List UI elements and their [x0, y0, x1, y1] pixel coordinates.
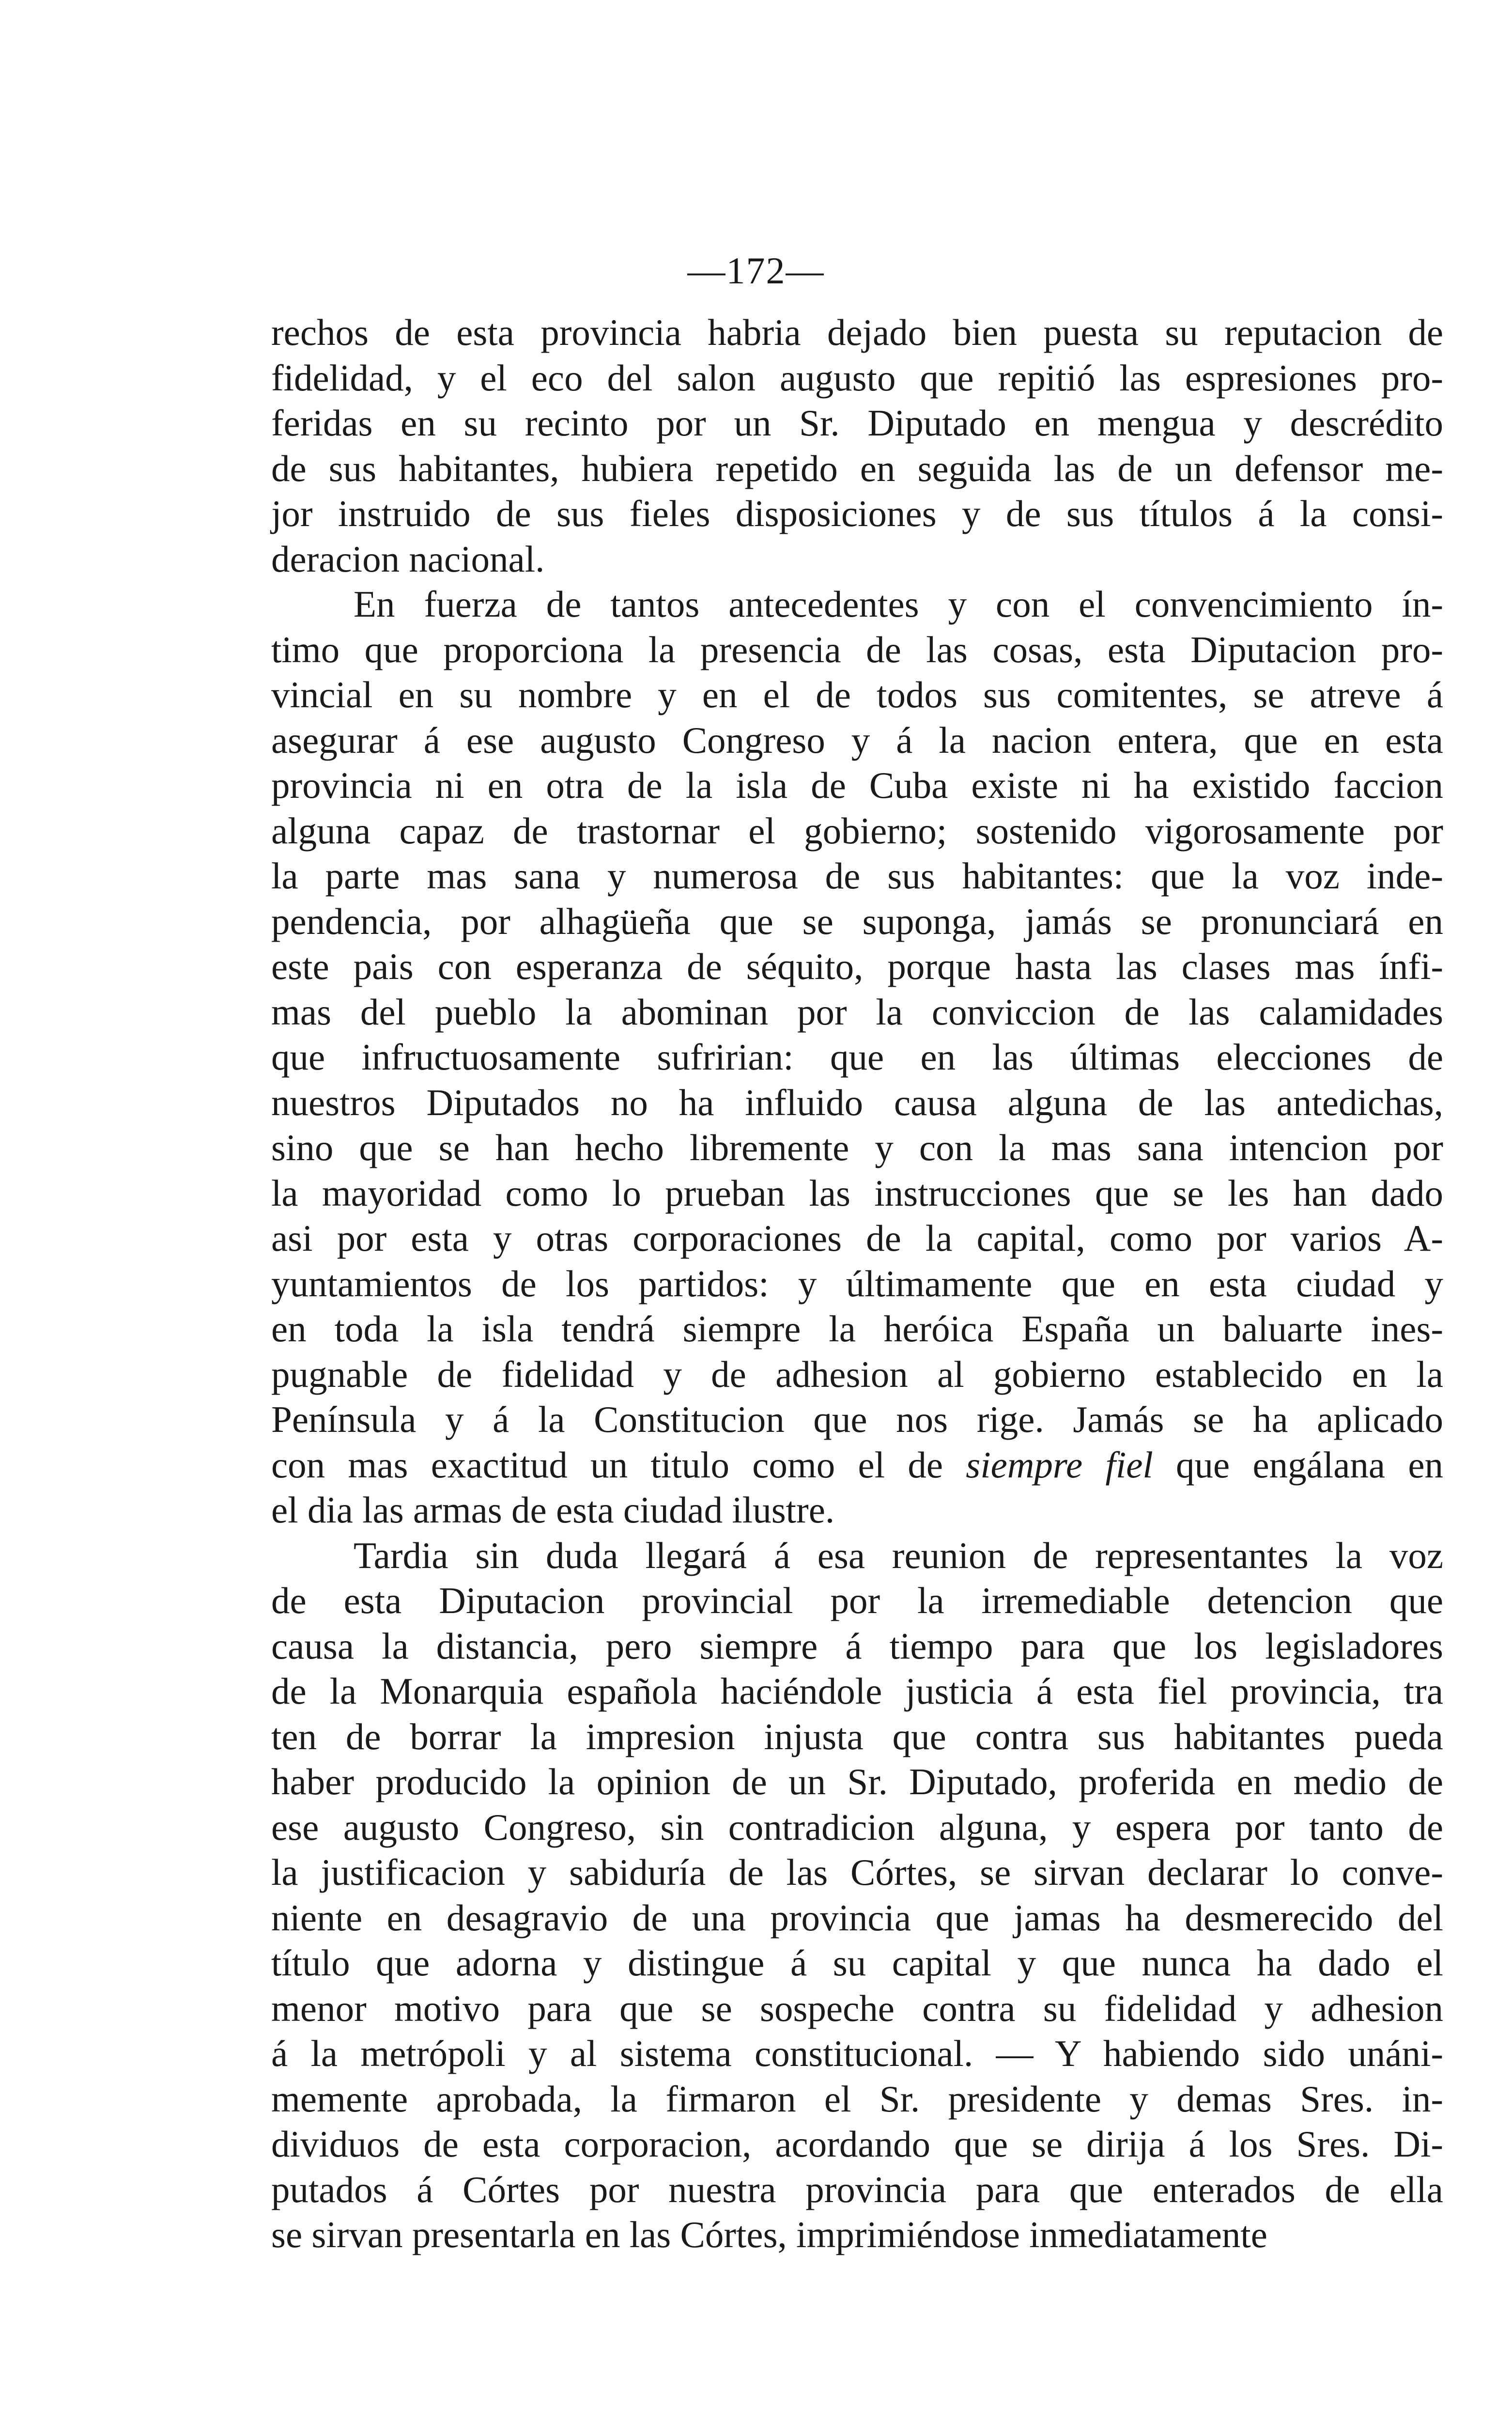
text-line: título que adorna y distingue á su capital y que nunca ha dado el — [271, 1942, 1443, 1984]
text-line: provincia ni en otra de la isla de Cuba existe ni ha existido faccion — [271, 764, 1443, 806]
text-line: el dia las armas de esta ciudad ilustre. — [271, 1489, 835, 1531]
text-line: causa la distancia, pero siempre á tiempo para que los legisladores — [271, 1625, 1443, 1667]
text-line: la justificacion y sabiduría de las Córtes, se sirvan declarar lo conve- — [271, 1851, 1443, 1893]
text-line: fidelidad, y el eco del salon augusto que repitió las espresiones pro- — [271, 357, 1443, 399]
text-line: á la metrópoli y al sistema constitucional. — Y habiendo sido unáni- — [271, 2033, 1443, 2074]
text-line: deracion nacional. — [271, 538, 545, 580]
text-line: En fuerza de tantos antecedentes y con el convencimiento ín- — [354, 583, 1443, 625]
text-line: asi por esta y otras corporaciones de la capital, como por varios A- — [271, 1217, 1443, 1259]
text-line: pugnable de fidelidad y de adhesion al gobierno establecido en la — [271, 1353, 1443, 1395]
text-line: putados á Córtes por nuestra provincia para que enterados de ella — [271, 2168, 1443, 2210]
text-line: menor motivo para que se sospeche contra su fidelidad y adhesion — [271, 1987, 1443, 2029]
text-line — [271, 1443, 1443, 1488]
text-line: sino que se han hecho libremente y con la mas sana intencion por — [271, 1127, 1443, 1168]
text-segment: con mas exactitud un titulo como el de — [271, 1444, 966, 1486]
text-line: timo que proporciona la presencia de las cosas, esta Diputacion pro- — [271, 628, 1443, 670]
body-text — [271, 310, 1443, 2258]
text-line: nuestros Diputados no ha influido causa alguna de las antedichas, — [271, 1081, 1443, 1123]
text-line: de la Monarquia española haciéndole justicia á esta fiel provincia, tra — [271, 1670, 1443, 1712]
text-line: en toda la isla tendrá siempre la heróica España un baluarte ines- — [271, 1308, 1443, 1350]
text-line: rechos de esta provincia habria dejado bien puesta su reputacion de — [271, 311, 1443, 353]
text-line: mas del pueblo la abominan por la conviccion de las calamidades — [271, 991, 1443, 1033]
text-line: ten de borrar la impresion injusta que contra sus habitantes pueda — [271, 1715, 1443, 1757]
text-line: alguna capaz de trastornar el gobierno; sostenido vigorosamente por — [271, 809, 1443, 852]
text-line: ese augusto Congreso, sin contradicion alguna, y espera por tanto de — [271, 1806, 1443, 1848]
text-line: Tardia sin duda llegará á esa reunion de representantes la voz — [354, 1534, 1443, 1576]
text-line: haber producido la opinion de un Sr. Diputado, proferida en medio de — [271, 1761, 1443, 1802]
text-line: dividuos de esta corporacion, acordando que se dirija á los Sres. Di- — [271, 2123, 1443, 2165]
text-line: yuntamientos de los partidos: y últimamente que en esta ciudad y — [271, 1262, 1443, 1304]
text-line: asegurar á ese augusto Congreso y á la nacion entera, que en esta — [271, 719, 1443, 761]
text-line: pendencia, por alhagüeña que se suponga, jamás se pronunciará en — [271, 900, 1443, 942]
text-segment: que engálana en — [1153, 1444, 1444, 1486]
text-line: vincial en su nombre y en el de todos sus comitentes, se atreve á — [271, 674, 1443, 715]
text-line: la parte mas sana y numerosa de sus habitantes: que la voz inde- — [271, 855, 1443, 897]
emphasized-text: siempre fiel — [966, 1444, 1153, 1486]
text-line: feridas en su recinto por un Sr. Diputado en mengua y descrédito — [271, 402, 1443, 444]
text-line: niente en desagravio de una provincia que jamas ha desmerecido del — [271, 1896, 1443, 1939]
text-line: memente aprobada, la firmaron el Sr. presidente y demas Sres. in- — [271, 2078, 1443, 2120]
text-line: este pais con esperanza de séquito, porque hasta las clases mas ínfi- — [271, 946, 1443, 987]
text-line: de sus habitantes, hubiera repetido en seguida las de un defensor me- — [271, 447, 1443, 489]
text-line: se sirvan presentarla en las Córtes, imprimiéndose inmediatamente — [271, 2214, 1267, 2255]
text-line: Península y á la Constitucion que nos rige. Jamás se ha aplicado — [271, 1398, 1443, 1440]
text-line: de esta Diputacion provincial por la irremediable detencion que — [271, 1580, 1443, 1621]
text-line: jor instruido de sus fieles disposiciones y de sus títulos á la consi- — [271, 493, 1443, 534]
page-number: —172— — [687, 249, 825, 292]
text-line: la mayoridad como lo prueban las instrucciones que se les han dado — [271, 1172, 1443, 1214]
text-line: que infructuosamente sufririan: que en las últimas elecciones de — [271, 1036, 1443, 1078]
